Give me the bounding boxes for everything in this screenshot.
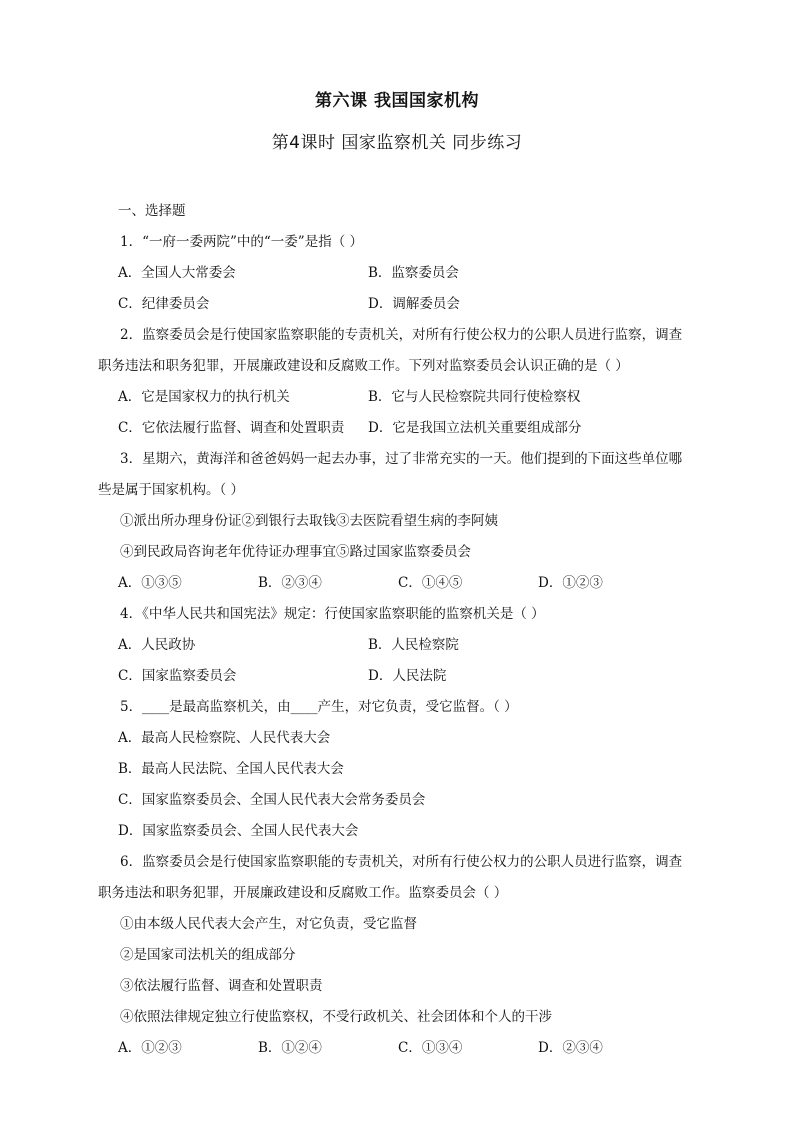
lesson-subtitle: 第4课时 国家监察机关 同步练习 — [271, 133, 523, 153]
section-heading: 一、选择题 — [118, 203, 186, 219]
question-3-stem-line-1: 3．星期六，黄海洋和爸爸妈妈一起去办事，过了非常充实的一天。他们提到的下面这些单位哪 — [120, 451, 683, 467]
question-2-option-b: B．它与人民检察院共同行使检察权 — [368, 389, 581, 405]
question-6-item-4: ④依照法律规定独立行使监察权，不受行政机关、社会团体和个人的干涉 — [120, 1009, 552, 1025]
question-5-stem: 5．____是最高监察机关，由____产生，对它负责，受它监督。（ ） — [120, 699, 518, 715]
question-3-option-c: C．①④⑤ — [398, 575, 463, 591]
question-3-option-a: A．①③⑤ — [118, 575, 182, 591]
question-5-option-a: A．最高人民检察院、人民代表大会 — [118, 730, 331, 746]
question-1-option-d: D．调解委员会 — [368, 296, 460, 312]
question-3-option-d: D．①②③ — [538, 575, 603, 591]
question-6-option-b: B．①②④ — [258, 1040, 322, 1056]
question-5-option-d: D．国家监察委员会、全国人民代表大会 — [118, 823, 359, 839]
question-6-item-3: ③依法履行监督、调查和处置职责 — [120, 978, 323, 994]
question-2-stem-line-1: 2．监察委员会是行使国家监察职能的专责机关，对所有行使公权力的公职人员进行监察，调查 — [120, 327, 683, 343]
question-6-item-1: ①由本级人民代表大会产生，对它负责，受它监督 — [120, 916, 417, 932]
question-1-options-row-1 — [118, 258, 704, 289]
lesson-title: 第六课 我国国家机构 — [315, 91, 479, 111]
question-4-option-c: C．国家监察委员会 — [118, 668, 237, 684]
question-4-option-d: D．人民法院 — [368, 668, 447, 684]
question-1-option-b: B．监察委员会 — [368, 265, 459, 281]
question-4-option-a: A．人民政协 — [118, 637, 196, 653]
question-4-options-row-2 — [118, 661, 704, 692]
question-6-stem-line-2: 职务违法和职务犯罪，开展廉政建设和反腐败工作。监察委员会（ ） — [98, 885, 508, 901]
question-6-option-a: A．①②③ — [118, 1040, 182, 1056]
question-3-item-line-2: ④到民政局咨询老年优待证办理事宜⑤路过国家监察委员会 — [120, 544, 471, 560]
question-3-option-b: B．②③④ — [258, 575, 322, 591]
question-2-option-a: A．它是国家权力的执行机关 — [118, 389, 290, 405]
exercise-content — [98, 196, 704, 1064]
question-3-options-row — [118, 568, 704, 599]
question-3-stem-line-2: 些是属于国家机构。（ ） — [98, 482, 245, 498]
question-1-options-row-2 — [118, 289, 704, 320]
question-4-option-b: B．人民检察院 — [368, 637, 459, 653]
question-2-option-d: D．它是我国立法机关重要组成部分 — [368, 420, 582, 436]
question-2-option-c: C．它依法履行监督、调查和处置职责 — [118, 420, 345, 436]
question-6-option-d: D．②③④ — [538, 1040, 603, 1056]
question-1-option-a: A．全国人大常委会 — [118, 265, 236, 281]
question-3-item-line-1: ①派出所办理身份证②到银行去取钱③去医院看望生病的李阿姨 — [120, 513, 498, 529]
question-5-option-c: C．国家监察委员会、全国人民代表大会常务委员会 — [118, 792, 426, 808]
question-1-option-c: C．纪律委员会 — [118, 296, 210, 312]
question-2-stem-line-2: 职务违法和职务犯罪，开展廉政建设和反腐败工作。下列对监察委员会认识正确的是（ ） — [98, 358, 629, 374]
question-6-item-2: ②是国家司法机关的组成部分 — [120, 947, 296, 963]
question-2-options-row-1 — [118, 382, 704, 413]
question-5-option-b: B．最高人民法院、全国人民代表大会 — [118, 761, 344, 777]
question-6-option-c: C．①③④ — [398, 1040, 463, 1056]
question-2-options-row-2 — [118, 413, 704, 444]
question-4-stem: 4．《中华人民共和国宪法》规定：行使国家监察职能的监察机关是（ ） — [120, 606, 545, 622]
question-6-options-row — [118, 1033, 704, 1064]
question-6-stem-line-1: 6．监察委员会是行使国家监察职能的专责机关，对所有行使公权力的公职人员进行监察，调查 — [120, 854, 683, 870]
question-4-options-row-1 — [118, 630, 704, 661]
question-1-stem: 1．“一府一委两院”中的“一委”是指（ ） — [120, 234, 363, 250]
